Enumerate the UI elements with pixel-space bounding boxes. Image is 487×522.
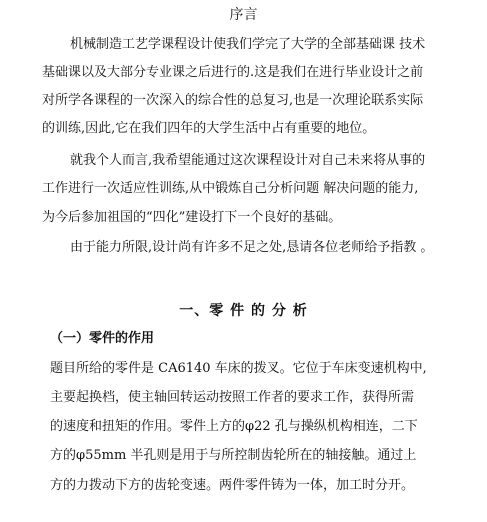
section-line-3: 的速度和扭矩的作用。零件上方的φ22 孔与操纵机构相连，二下 xyxy=(50,419,418,434)
subsection-title: （一）零件的作用 xyxy=(50,331,155,346)
section-line-4: 方的φ55mm 半孔则是用于与所控制齿轮所在的轴接触。通过上 xyxy=(50,448,417,463)
section-line-1: 题目所给的零件是 CA6140 车床的拨叉。它位于车床变速机构中, xyxy=(50,361,427,376)
preface-p2-line-2: 工作进行一次适应性训练,从中锻炼自己分析问题 解决问题的能力, xyxy=(42,181,419,196)
preface-p1-line-3: 对所学各课程的一次深入的综合性的总复习,也是一次理论联系实际 xyxy=(42,93,424,108)
preface-p2-line-3: 为今后参加祖国的“四化”建设打下一个良好的基础。 xyxy=(42,210,342,225)
section-line-2: 主要起换档，使主轴回转运动按照工作者的要求工作，获得所需 xyxy=(50,390,415,405)
section-line-5: 方的力拨动下方的齿轮变速。两件零件铸为一体，加工时分开。 xyxy=(50,478,415,493)
preface-p1-line-1: 机械制造工艺学课程设计使我们学完了大学的全部基础课 技术 xyxy=(70,37,426,52)
preface-p3-line-1: 由于能力所限,设计尚有许多不足之处,恳请各位老师给予指教 。 xyxy=(70,240,434,255)
preface-p1-line-2: 基础课以及大部分专业课之后进行的.这是我们在进行毕业设计之前 xyxy=(42,65,424,80)
preface-p1-line-4: 的训练,因此,它在我们四年的大学生活中占有重要的地位。 xyxy=(42,121,376,136)
section-title: 一、零 件 的 分 析 xyxy=(179,303,308,319)
preface-title: 序言 xyxy=(229,7,258,23)
preface-p2-line-1: 就我个人而言,我希望能通过这次课程设计对自己未来将从事的 xyxy=(70,153,426,168)
